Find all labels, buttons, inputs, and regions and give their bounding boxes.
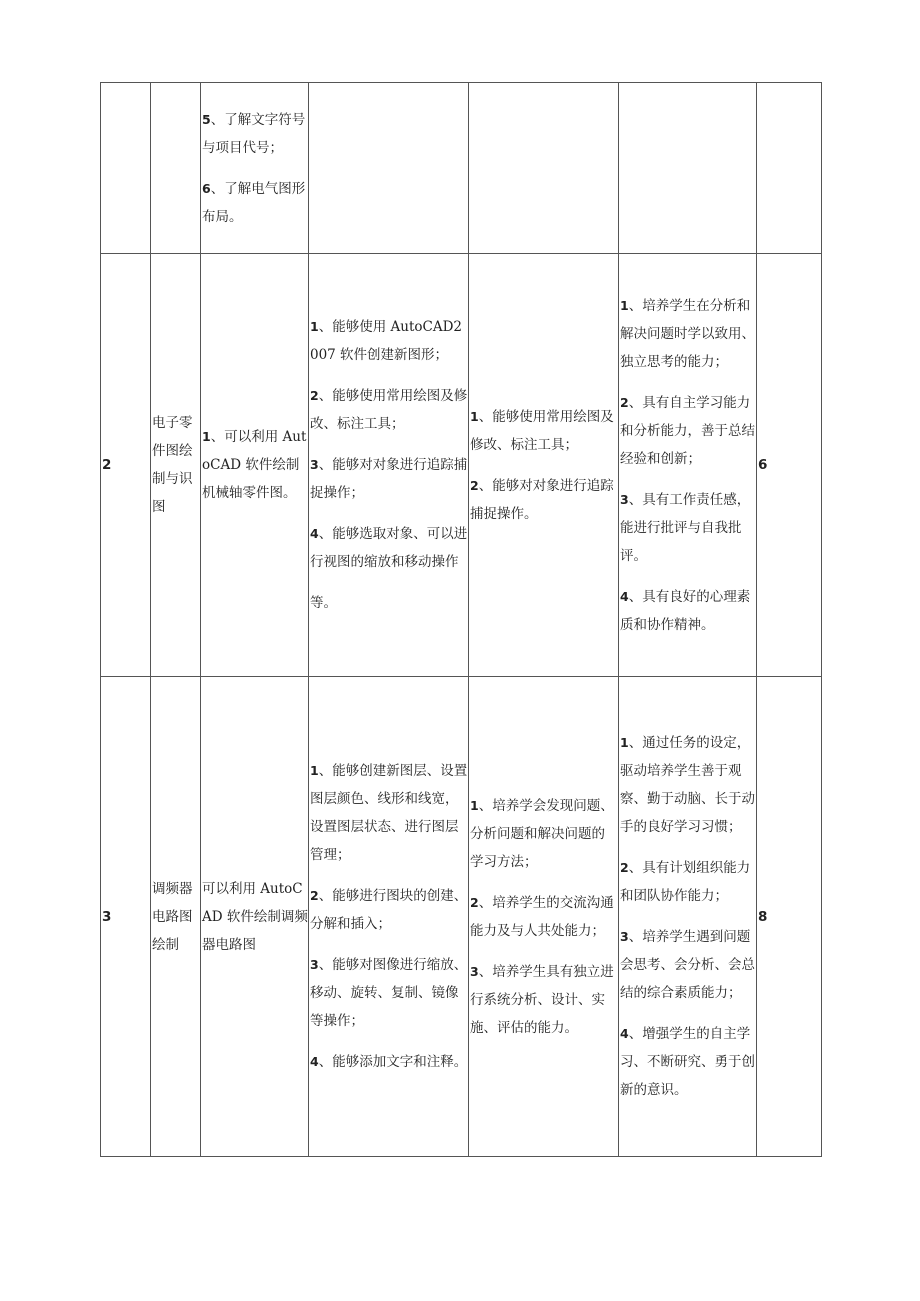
- goal-cell: [201, 83, 309, 254]
- cell-paragraph: [470, 958, 618, 1042]
- item-text: 等。: [310, 595, 337, 611]
- cell-paragraph: [310, 1048, 468, 1076]
- cell-paragraph: [470, 889, 618, 945]
- item-number: 1: [202, 429, 211, 444]
- cell-paragraph: [620, 729, 756, 841]
- cell-paragraph: [620, 292, 756, 376]
- hours-cell: [757, 83, 822, 254]
- item-text: 、通过任务的设定，驱动培养学生善于观察、勤于动脑、长于动手的良好学习习惯；: [620, 735, 755, 835]
- cell-paragraph: [202, 106, 308, 162]
- cell-paragraph: [470, 792, 618, 876]
- item-number: 4: [620, 588, 629, 604]
- item-text: 、能够对图像进行缩放、移动、旋转、复制、镜像等操作；: [310, 957, 468, 1029]
- cell-paragraph: [202, 423, 308, 507]
- item-text: 、具有自主学习能力和分析能力，善于总结经验和创新；: [620, 394, 755, 467]
- cell-paragraph: [470, 472, 618, 528]
- item-text: 、能够进行图块的创建、分解和插入；: [310, 888, 468, 932]
- curriculum-table: [100, 82, 822, 1157]
- cell-paragraph: [620, 923, 756, 1007]
- item-number: 2: [620, 860, 629, 875]
- item-number: 1: [470, 797, 479, 813]
- item-text: 、可以利用 AutoCAD 软件绘制机械轴零件图。: [202, 429, 307, 501]
- cell-paragraph: [620, 1020, 756, 1104]
- cell-paragraph: [310, 520, 468, 576]
- module-name-cell: 电子零件图绘制与识图: [151, 254, 201, 677]
- number-cell: 2: [101, 254, 151, 677]
- module-name-cell: 调频器电路图绘制: [151, 677, 201, 1157]
- item-number: 3: [620, 491, 629, 507]
- cell-paragraph: [310, 882, 468, 938]
- item-number: 4: [620, 1026, 629, 1041]
- item-number: 2: [470, 894, 479, 910]
- item-text: 、了解电气图形布局。: [202, 180, 306, 225]
- hours-cell: 6: [757, 254, 822, 677]
- item-text: 、能够使用 AutoCAD2007 软件创建新图形；: [310, 319, 462, 363]
- goal-cell: [201, 677, 309, 1157]
- cell-paragraph: [310, 757, 468, 869]
- cell-paragraph: [310, 313, 468, 369]
- item-number: 2: [310, 388, 319, 403]
- item-text: 、能够对对象进行追踪捕捉操作。: [470, 477, 614, 522]
- method-cell: [469, 677, 619, 1157]
- cell-paragraph: [202, 175, 308, 231]
- item-text: 、能够对对象进行追踪捕捉操作；: [310, 457, 468, 501]
- item-number: 6: [202, 180, 211, 196]
- table-row: [101, 83, 822, 254]
- item-number: 1: [620, 735, 629, 750]
- cell-paragraph: [620, 389, 756, 473]
- item-text: 、培养学生在分析和解决问题时学以致用、独立思考的能力；: [620, 297, 755, 370]
- item-number: 2: [310, 888, 319, 903]
- item-text: 、具有良好的心理素质和协作精神。: [620, 588, 751, 633]
- cell-paragraph: [202, 875, 308, 959]
- cell-paragraph: [620, 854, 756, 910]
- number-cell: [101, 83, 151, 254]
- item-text: 、能够使用常用绘图及修改、标注工具；: [310, 388, 468, 432]
- item-number: 2: [620, 394, 629, 410]
- cell-paragraph: [470, 403, 618, 459]
- item-number: 1: [310, 763, 319, 778]
- cell-paragraph: [620, 583, 756, 639]
- item-number: 3: [310, 457, 319, 472]
- number-cell: 3: [101, 677, 151, 1157]
- item-text: 、具有工作责任感，能进行批评与自我批评。: [620, 491, 751, 564]
- cell-paragraph: [310, 951, 468, 1035]
- item-number: 4: [310, 1054, 319, 1069]
- quality-cell: [619, 677, 757, 1157]
- item-number: 1: [310, 319, 319, 334]
- item-number: 2: [470, 477, 479, 493]
- skill-cell: [309, 254, 469, 677]
- goal-cell: [201, 254, 309, 677]
- method-cell: [469, 83, 619, 254]
- skill-cell: [309, 677, 469, 1157]
- item-number: 1: [620, 297, 629, 313]
- item-number: 3: [470, 963, 479, 979]
- item-number: 4: [310, 526, 319, 541]
- item-text: 、培养学会发现问题、分析问题和解决问题的学习方法；: [470, 797, 614, 870]
- item-text: 、具有计划组织能力和团队协作能力；: [620, 860, 751, 904]
- item-text: 、培养学生遇到问题会思考、会分析、会总结的综合素质能力；: [620, 929, 755, 1001]
- item-text: 、增强学生的自主学习、不断研究、勇于创新的意识。: [620, 1026, 755, 1098]
- item-text: 、能够创建新图层、设置图层颜色、线形和线宽，设置图层状态、进行图层管理；: [310, 763, 468, 863]
- item-number: 5: [202, 111, 211, 127]
- item-text: 、培养学生具有独立进行系统分析、设计、实施、评估的能力。: [470, 963, 614, 1036]
- item-text: 可以利用 AutoCAD 软件绘制调频器电路图: [202, 880, 308, 953]
- cell-paragraph: [310, 589, 468, 617]
- item-number: 1: [470, 408, 479, 424]
- cell-paragraph: [310, 382, 468, 438]
- item-number: 3: [310, 957, 319, 972]
- quality-cell: [619, 83, 757, 254]
- item-text: 、能够添加文字和注释。: [318, 1054, 468, 1070]
- hours-cell: 8: [757, 677, 822, 1157]
- skill-cell: [309, 83, 469, 254]
- item-text: 、能够使用常用绘图及修改、标注工具；: [470, 408, 614, 453]
- method-cell: [469, 254, 619, 677]
- item-text: 、了解文字符号与项目代号；: [202, 111, 306, 156]
- cell-paragraph: [310, 451, 468, 507]
- table-row: [101, 254, 822, 677]
- item-text: 、能够选取对象、可以进行视图的缩放和移动操作: [310, 526, 468, 570]
- module-name-cell: [151, 83, 201, 254]
- item-number: 3: [620, 929, 629, 944]
- quality-cell: [619, 254, 757, 677]
- table-row: [101, 677, 822, 1157]
- cell-paragraph: [620, 486, 756, 570]
- item-text: 、培养学生的交流沟通能力及与人共处能力；: [470, 894, 614, 939]
- table-body: [101, 83, 822, 1157]
